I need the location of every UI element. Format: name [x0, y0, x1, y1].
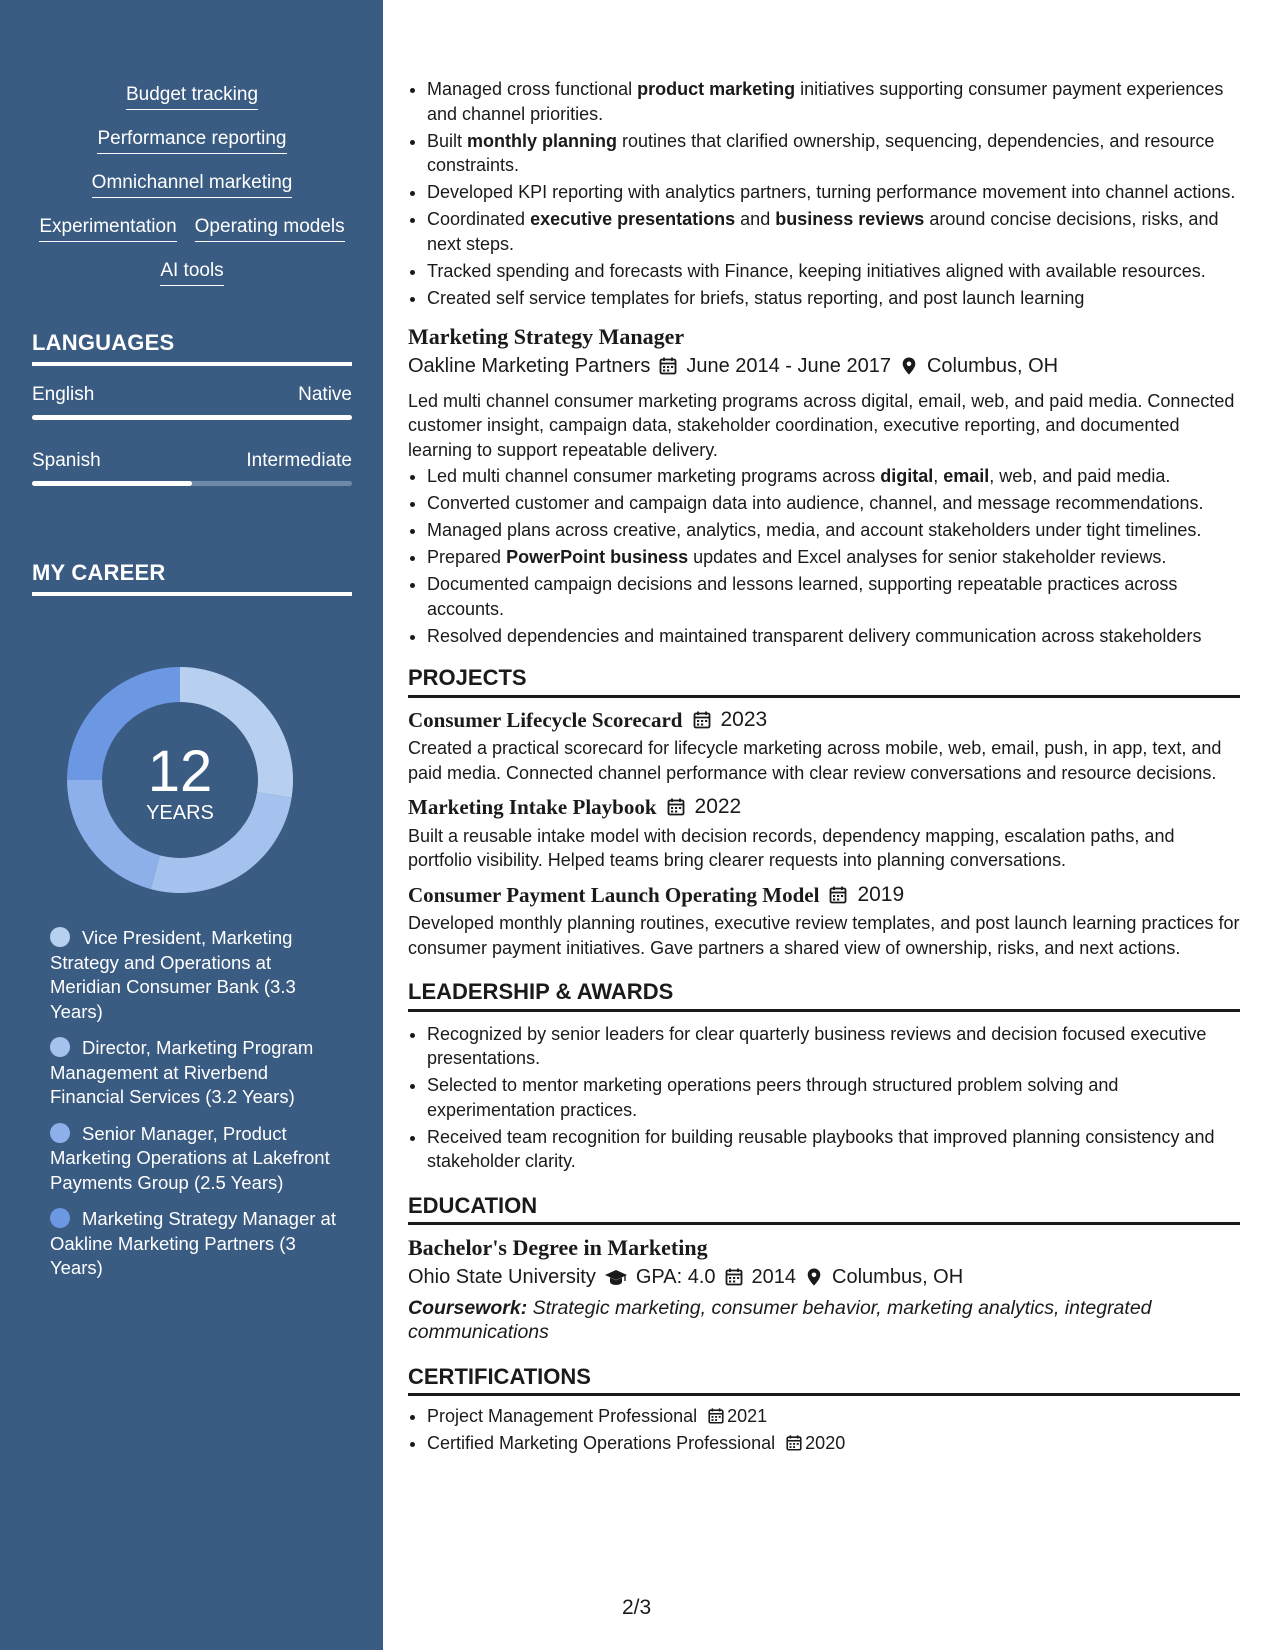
- education-location: Columbus, OH: [832, 1266, 964, 1288]
- skills-list: [32, 84, 352, 304]
- sidebar: [0, 0, 383, 1650]
- career-legend-text: Director, Marketing Program Management at Riverbend Financial Services (3.2 Years): [50, 1037, 314, 1107]
- language-level: Native: [298, 384, 352, 405]
- skills-row: [32, 84, 352, 110]
- page-number: 2/3: [622, 1596, 652, 1619]
- project-title: Consumer Payment Launch Operating Model: [408, 882, 820, 907]
- legend-dot-icon: [50, 1208, 70, 1228]
- skills-row: [32, 260, 352, 286]
- career-legend-text: Vice President, Marketing Strategy and Operations at Meridian Consumer Bank (3.3 Years): [50, 927, 296, 1022]
- career-years-label: YEARS: [146, 802, 214, 824]
- calendar-icon: [666, 797, 686, 817]
- bullet-item: • Developed KPI reporting with analytics partners, turning performance movement into channel actions.: [427, 180, 1240, 205]
- career-legend-item: [50, 1036, 340, 1110]
- leadership-item: • Selected to mentor marketing operations peers through structured problem solving and experimentation practices.: [427, 1073, 1240, 1122]
- career-years-number: 12: [147, 739, 213, 804]
- job-title: Marketing Strategy Manager: [408, 324, 685, 349]
- coursework-label: Coursework:: [408, 1296, 528, 1319]
- project-year: 2022: [694, 795, 742, 818]
- language-proficiency-fill: [32, 481, 192, 486]
- career-donut-chart: [60, 660, 300, 900]
- skill-tag: Budget tracking: [126, 84, 258, 110]
- legend-dot-icon: [50, 1037, 70, 1057]
- project-title: Marketing Intake Playbook: [408, 795, 657, 819]
- skill-tag: AI tools: [160, 260, 223, 286]
- certification-name: Project Management Professional: [427, 1406, 698, 1426]
- job-summary: Led multi channel consumer marketing programs across digital, email, web, and paid media. Connected customer insight, campaign data, stakeholder coordination, executive reporting, and documented learning to support repeatable delivery.: [408, 390, 1235, 460]
- education-meta: [408, 1265, 1240, 1290]
- project-year: 2019: [857, 882, 905, 906]
- bullet-item: • Managed cross functional product marketing initiatives supporting consumer payment experiences and channel priorities.: [427, 77, 1240, 126]
- education-heading: EDUCATION: [408, 1194, 1240, 1226]
- career-legend-item: [50, 926, 340, 1024]
- education-degree: Bachelor's Degree in Marketing: [408, 1235, 708, 1260]
- education-entry: [408, 1235, 1240, 1345]
- project-description: Developed monthly planning routines, executive review templates, and post launch learning practices for consumer payment initiatives. Gave partners a shared view of ownership, risks, and next actions.: [408, 913, 1240, 958]
- certification-year: 2021: [727, 1406, 768, 1426]
- skill-tag: Operating models: [195, 216, 345, 242]
- career-legend-text: Senior Manager, Product Marketing Operations at Lakefront Payments Group (2.5 Years): [50, 1122, 330, 1193]
- bullet-item: • Coordinated executive presentations and business reviews around concise decisions, risks, and next steps.: [427, 207, 1240, 256]
- education-school: Ohio State University: [408, 1266, 596, 1288]
- certification-name: Certified Marketing Operations Professional: [427, 1433, 776, 1453]
- job-location: Columbus, OH: [926, 355, 1059, 377]
- skills-row: [32, 128, 352, 154]
- leadership-item: • Received team recognition for building reusable playbooks that improved planning consistency and stakeholder clarity.: [427, 1125, 1240, 1174]
- job-entry: [408, 324, 1240, 648]
- calendar-icon: [707, 1407, 725, 1425]
- language-level: Intermediate: [246, 450, 352, 471]
- legend-dot-icon: [50, 927, 70, 947]
- bullet-item: • Resolved dependencies and maintained transparent delivery communication across stakeholders: [427, 624, 1240, 649]
- certification-item: [427, 1431, 1240, 1456]
- project-entry: [408, 795, 1240, 873]
- calendar-icon: [828, 885, 848, 905]
- skills-row: [32, 216, 352, 242]
- skill-tag: Omnichannel marketing: [92, 172, 293, 198]
- previous-job-bullets: [408, 77, 1240, 310]
- language-proficiency-bar: [32, 415, 352, 420]
- bullet-item: • Documented campaign decisions and lessons learned, supporting repeatable practices across accounts.: [427, 572, 1240, 621]
- bullet-item: • Prepared PowerPoint business updates and Excel analyses for senior stakeholder reviews.: [427, 545, 1240, 570]
- certification-item: [427, 1404, 1240, 1429]
- education-gpa: GPA: 4.0: [635, 1266, 716, 1288]
- job-meta: [408, 354, 1240, 379]
- job-company: Oakline Marketing Partners: [408, 355, 651, 377]
- language-proficiency-fill: [32, 415, 352, 420]
- location-pin-icon: [899, 356, 919, 376]
- bullet-item: • Converted customer and campaign data into audience, channel, and message recommendations.: [427, 491, 1240, 516]
- leadership-item: • Recognized by senior leaders for clear quarterly business reviews and decision focused executive presentations.: [427, 1022, 1240, 1071]
- skill-tag: Experimentation: [39, 216, 176, 242]
- languages-heading: LANGUAGES: [32, 330, 352, 366]
- graduation-cap-icon: [604, 1267, 628, 1287]
- project-entry: [408, 708, 1240, 786]
- project-year: 2023: [720, 707, 768, 731]
- leadership-heading: LEADERSHIP & AWARDS: [408, 980, 1240, 1012]
- calendar-icon: [658, 356, 678, 376]
- career-legend-item: [50, 1207, 340, 1281]
- bullet-item: • Tracked spending and forecasts with Finance, keeping initiatives aligned with available resources.: [427, 259, 1240, 284]
- bullet-item: • Created self service templates for briefs, status reporting, and post launch learning: [427, 286, 1240, 311]
- language-item: [32, 450, 352, 486]
- project-description: Created a practical scorecard for lifecycle marketing across mobile, web, email, push, in app, text, and paid media. Connected channel performance with clear review conversations and resource decisions.: [408, 738, 1222, 783]
- calendar-icon: [692, 710, 712, 730]
- skill-tag: Performance reporting: [97, 128, 286, 154]
- career-legend: [50, 926, 340, 1293]
- skills-row: [32, 172, 352, 198]
- certifications-list: [408, 1404, 1240, 1456]
- certifications-heading: CERTIFICATIONS: [408, 1365, 1240, 1397]
- location-pin-icon: [804, 1267, 824, 1287]
- language-name: English: [32, 384, 95, 405]
- legend-dot-icon: [50, 1123, 70, 1143]
- leadership-list: [408, 1022, 1240, 1174]
- projects-list: [408, 708, 1240, 961]
- main-content: [408, 0, 1240, 1458]
- career-heading: MY CAREER: [32, 560, 352, 596]
- language-proficiency-bar: [32, 481, 352, 486]
- certification-year: 2020: [805, 1433, 846, 1453]
- education-year: 2014: [751, 1266, 797, 1288]
- project-entry: [408, 883, 1240, 961]
- career-legend-item: [50, 1122, 340, 1196]
- job-dates: June 2014 - June 2017: [686, 355, 891, 377]
- career-legend-text: Marketing Strategy Manager at Oakline Marketing Partners (3 Years): [50, 1208, 336, 1278]
- job-bullets: [408, 464, 1240, 648]
- bullet-item: • Managed plans across creative, analytics, media, and account stakeholders under tight timelines.: [427, 518, 1240, 543]
- bullet-item: • Led multi channel consumer marketing programs across digital, email, web, and paid media.: [427, 464, 1240, 489]
- project-title: Consumer Lifecycle Scorecard: [408, 707, 683, 732]
- language-name: Spanish: [32, 450, 101, 471]
- project-description: Built a reusable intake model with decision records, dependency mapping, escalation paths, and portfolio visibility. Helped teams bring clearer requests into planning conversations.: [408, 825, 1175, 870]
- coursework: [408, 1296, 1240, 1345]
- coursework-text: Strategic marketing, consumer behavior, marketing analytics, integrated communications: [408, 1296, 1152, 1343]
- calendar-icon: [785, 1434, 803, 1452]
- bullet-item: • Built monthly planning routines that clarified ownership, sequencing, dependencies, and resource constraints.: [427, 129, 1240, 178]
- language-item: [32, 384, 352, 420]
- calendar-icon: [724, 1267, 744, 1287]
- projects-heading: PROJECTS: [408, 666, 1240, 698]
